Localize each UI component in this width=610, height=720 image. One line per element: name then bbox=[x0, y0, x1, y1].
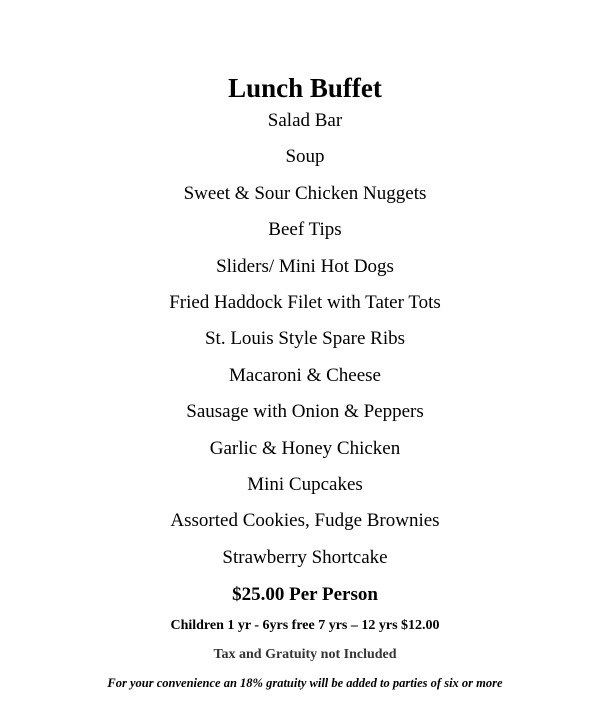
tax-note: Tax and Gratuity not Included bbox=[213, 647, 397, 662]
menu-item: Beef Tips bbox=[268, 219, 342, 241]
children-pricing: Children 1 yr - 6yrs free 7 yrs – 12 yrs $12.00 bbox=[170, 618, 440, 633]
gratuity-note: For your convenience an 18% gratuity will be added to parties of six or more bbox=[107, 676, 503, 690]
menu-item: Salad Bar bbox=[267, 110, 343, 131]
menu-item: Sliders/ Mini Hot Dogs bbox=[216, 255, 394, 277]
menu-item: Sweet & Sour Chicken Nuggets bbox=[183, 182, 427, 204]
menu-item: Macaroni & Cheese bbox=[229, 364, 381, 386]
menu-item: Assorted Cookies, Fudge Brownies bbox=[170, 510, 440, 532]
menu-item: Fried Haddock Filet with Tater Tots bbox=[169, 291, 441, 313]
price-per-person: $25.00 Per Person bbox=[232, 584, 378, 605]
menu-item: Strawberry Shortcake bbox=[222, 546, 388, 568]
menu-item: Mini Cupcakes bbox=[247, 473, 363, 495]
menu-item: Sausage with Onion & Peppers bbox=[186, 401, 424, 423]
menu-item: St. Louis Style Spare Ribs bbox=[204, 328, 406, 350]
menu-item-list bbox=[0, 107, 610, 580]
menu-item: Soup bbox=[285, 146, 325, 168]
menu-item: Garlic & Honey Chicken bbox=[209, 437, 401, 459]
menu-title: Lunch Buffet bbox=[228, 73, 382, 103]
